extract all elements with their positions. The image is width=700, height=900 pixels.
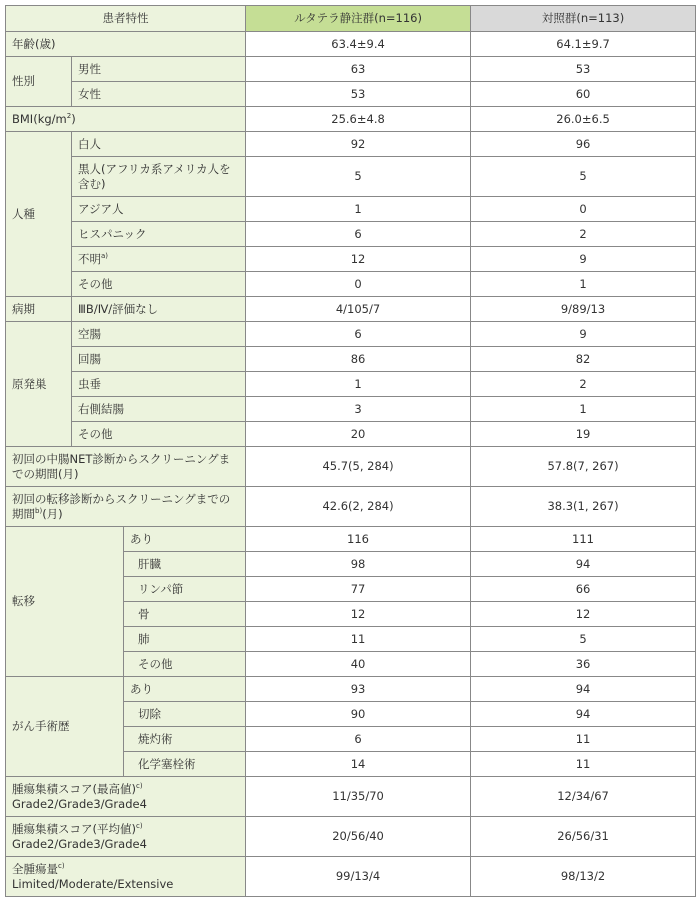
row-label: 右側結腸 — [72, 397, 246, 422]
lutathera-value: 63 — [246, 57, 471, 82]
control-value: 1 — [471, 272, 696, 297]
row-label: 肝臓 — [124, 552, 246, 577]
row-label: ヒスパニック — [72, 222, 246, 247]
row-label: アジア人 — [72, 197, 246, 222]
lutathera-value: 6 — [246, 222, 471, 247]
control-value: 9 — [471, 247, 696, 272]
lutathera-value: 11 — [246, 627, 471, 652]
control-value: 11 — [471, 727, 696, 752]
row-surgery-yes — [6, 677, 696, 702]
lutathera-value: 77 — [246, 577, 471, 602]
row-sex-male — [6, 57, 696, 82]
control-value: 0 — [471, 197, 696, 222]
control-value: 38.3(1, 267) — [471, 487, 696, 527]
control-value: 53 — [471, 57, 696, 82]
control-value: 94 — [471, 702, 696, 727]
control-value: 9/89/13 — [471, 297, 696, 322]
lutathera-value: 90 — [246, 702, 471, 727]
control-value: 60 — [471, 82, 696, 107]
control-value: 5 — [471, 157, 696, 197]
row-label: 黒人(アフリカ系アメリカ人を含む) — [72, 157, 246, 197]
lutathera-value: 6 — [246, 322, 471, 347]
row-label: リンパ節 — [124, 577, 246, 602]
control-value: 2 — [471, 372, 696, 397]
control-value: 12/34/67 — [471, 777, 696, 817]
lutathera-value: 86 — [246, 347, 471, 372]
control-value: 98/13/2 — [471, 857, 696, 897]
row-label-unknown: 不明$^{a)}$ — [72, 247, 246, 272]
lutathera-value: 92 — [246, 132, 471, 157]
row-label: 化学塞栓術 — [124, 752, 246, 777]
row-primary-jejunum — [6, 322, 696, 347]
control-value: 19 — [471, 422, 696, 447]
row-label-metastasis-period: 初回の転移診断からスクリーニングまでの期間$^{b)}$(月) — [6, 487, 246, 527]
row-label-bmi: $BMI(kg/m^2)$ — [6, 107, 246, 132]
lutathera-value: 1 — [246, 372, 471, 397]
control-value: 57.8(7, 267) — [471, 447, 696, 487]
row-uptake-mean — [6, 817, 696, 857]
row-label: 骨 — [124, 602, 246, 627]
row-label: 空腸 — [72, 322, 246, 347]
control-value: 5 — [471, 627, 696, 652]
control-value: 96 — [471, 132, 696, 157]
control-value: 64.1±9.7 — [471, 32, 696, 57]
row-label: 白人 — [72, 132, 246, 157]
lutathera-value: 3 — [246, 397, 471, 422]
row-metastasis-yes — [6, 527, 696, 552]
row-label: その他 — [124, 652, 246, 677]
row-primary-ileum — [6, 347, 696, 372]
group-label-surgery: がん手術歴 — [6, 677, 124, 777]
group-label-metastasis: 転移 — [6, 527, 124, 677]
row-label: その他 — [72, 272, 246, 297]
row-label: 虫垂 — [72, 372, 246, 397]
row-race-unknown — [6, 247, 696, 272]
header-lutathera: ルタテラ静注群(n=116) — [246, 6, 471, 32]
row-label-uptake-max: 腫瘍集積スコア(最高値)$^{c)}$ Grade2/Grade3/Grade4 — [6, 777, 246, 817]
lutathera-value: 45.7(5, 284) — [246, 447, 471, 487]
control-value: 94 — [471, 552, 696, 577]
group-label-stage: 病期 — [6, 297, 72, 322]
row-label: 焼灼術 — [124, 727, 246, 752]
control-value: 82 — [471, 347, 696, 372]
group-label-sex: 性別 — [6, 57, 72, 107]
lutathera-value: 20 — [246, 422, 471, 447]
row-uptake-max — [6, 777, 696, 817]
group-label-primary: 原発巣 — [6, 322, 72, 447]
row-label-tumor-burden: 全腫瘍量$^{c)}$ Limited/Moderate/Extensive — [6, 857, 246, 897]
lutathera-value: 12 — [246, 247, 471, 272]
control-value: 11 — [471, 752, 696, 777]
control-value: 94 — [471, 677, 696, 702]
header-characteristic: 患者特性 — [6, 6, 246, 32]
lutathera-value: 12 — [246, 602, 471, 627]
row-midgut-period — [6, 447, 696, 487]
control-value: 26/56/31 — [471, 817, 696, 857]
row-race-other — [6, 272, 696, 297]
row-label: 肺 — [124, 627, 246, 652]
row-label: その他 — [72, 422, 246, 447]
row-race-asian — [6, 197, 696, 222]
row-label: 女性 — [72, 82, 246, 107]
lutathera-value: 99/13/4 — [246, 857, 471, 897]
row-sex-female — [6, 82, 696, 107]
row-label: ⅢB/Ⅳ/評価なし — [72, 297, 246, 322]
control-value: 36 — [471, 652, 696, 677]
row-primary-right-colon — [6, 397, 696, 422]
lutathera-value: 6 — [246, 727, 471, 752]
lutathera-value: 98 — [246, 552, 471, 577]
row-primary-appendix — [6, 372, 696, 397]
row-label: 男性 — [72, 57, 246, 82]
row-primary-other — [6, 422, 696, 447]
lutathera-value: 11/35/70 — [246, 777, 471, 817]
control-value: 12 — [471, 602, 696, 627]
row-label: あり — [124, 527, 246, 552]
lutathera-value: 116 — [246, 527, 471, 552]
row-race-hispanic — [6, 222, 696, 247]
row-bmi — [6, 107, 696, 132]
row-metastasis-period — [6, 487, 696, 527]
lutathera-value: 93 — [246, 677, 471, 702]
lutathera-value: 14 — [246, 752, 471, 777]
lutathera-value: 25.6±4.8 — [246, 107, 471, 132]
lutathera-value: 0 — [246, 272, 471, 297]
row-label-uptake-mean: 腫瘍集積スコア(平均値)$^{c)}$ Grade2/Grade3/Grade4 — [6, 817, 246, 857]
lutathera-value: 42.6(2, 284) — [246, 487, 471, 527]
lutathera-value: 53 — [246, 82, 471, 107]
control-value: 26.0±6.5 — [471, 107, 696, 132]
lutathera-value: 5 — [246, 157, 471, 197]
row-age — [6, 32, 696, 57]
control-value: 2 — [471, 222, 696, 247]
patient-characteristics-table — [5, 5, 696, 897]
row-tumor-burden — [6, 857, 696, 897]
row-label: あり — [124, 677, 246, 702]
control-value: 9 — [471, 322, 696, 347]
row-stage — [6, 297, 696, 322]
control-value: 66 — [471, 577, 696, 602]
control-value: 111 — [471, 527, 696, 552]
lutathera-value: 20/56/40 — [246, 817, 471, 857]
lutathera-value: 4/105/7 — [246, 297, 471, 322]
lutathera-value: 1 — [246, 197, 471, 222]
row-race-white — [6, 132, 696, 157]
control-value: 1 — [471, 397, 696, 422]
lutathera-value: 40 — [246, 652, 471, 677]
group-label-race: 人種 — [6, 132, 72, 297]
row-label: 回腸 — [72, 347, 246, 372]
row-race-black — [6, 157, 696, 197]
row-label: 初回の中腸NET診断からスクリーニングまでの期間(月) — [6, 447, 246, 487]
row-label: 年齢(歳) — [6, 32, 246, 57]
header-control: 対照群(n=113) — [471, 6, 696, 32]
row-label: 切除 — [124, 702, 246, 727]
lutathera-value: 63.4±9.4 — [246, 32, 471, 57]
